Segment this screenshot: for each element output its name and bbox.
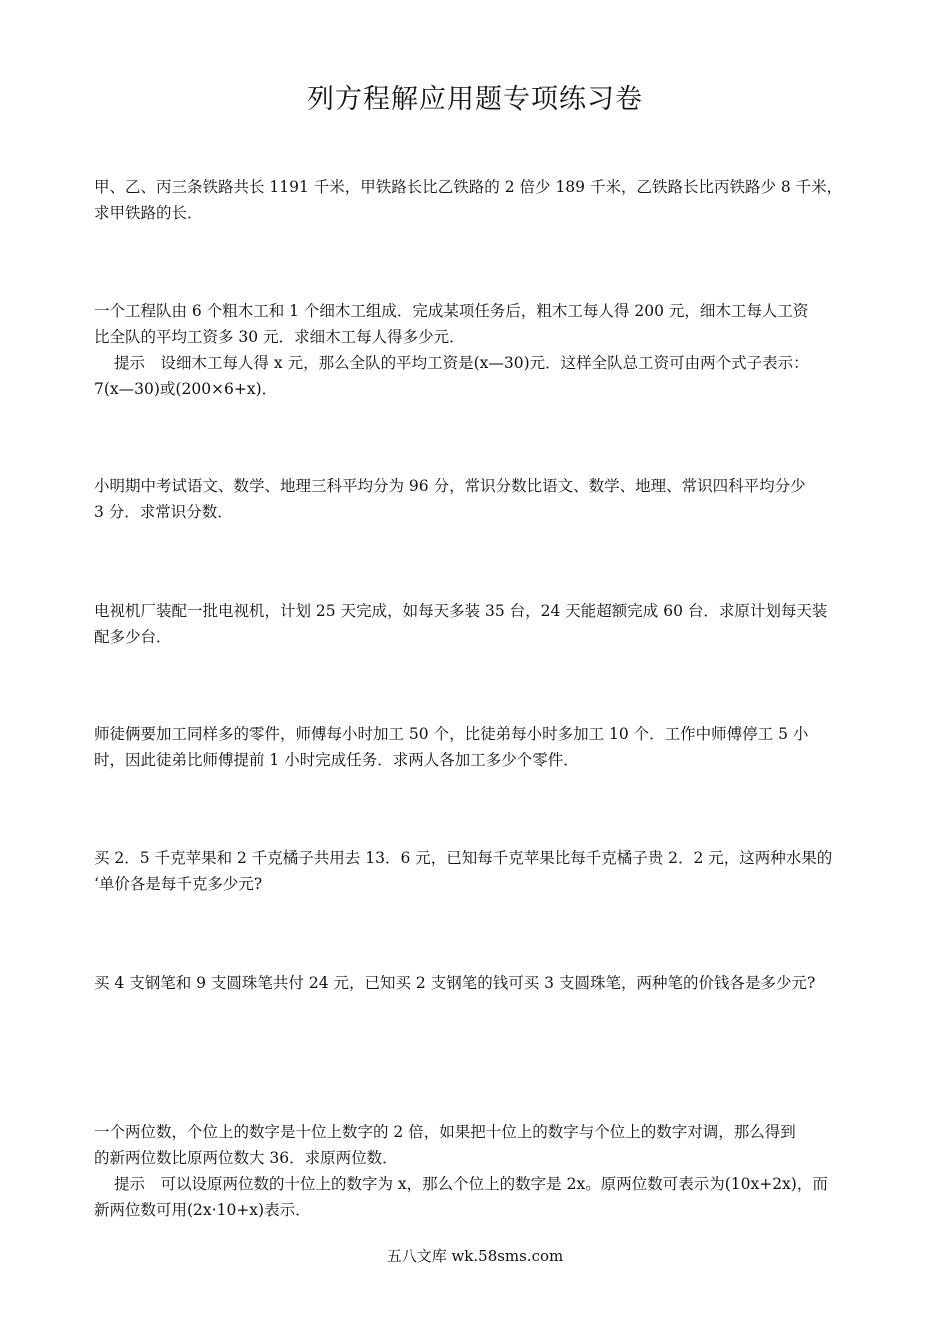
hint-text: 提示 可以设原两位数的十位上的数字为 x，那么个位上的数字是 2x。原两位数可表示为(10x+2x)，而	[114, 1175, 828, 1193]
problem-line: 甲、乙、丙三条铁路共长 1191 千米，甲铁路长比乙铁路的 2 倍少 189 千米，乙铁路长比丙铁路少 8 千米，	[94, 178, 843, 196]
hint-line	[94, 350, 864, 376]
problem-line: 求甲铁路的长．	[94, 204, 203, 222]
problem-line: 配多少台．	[94, 628, 172, 646]
problem-line: 比全队的平均工资多 30 元．求细木工每人得多少元．	[94, 328, 465, 346]
problem-6	[94, 845, 864, 897]
problem-line: 一个工程队由 6 个粗木工和 1 个细木工组成．完成某项任务后，粗木工每人得 200 元，细木工每人工资	[94, 302, 809, 320]
problem-2	[94, 298, 864, 402]
problem-line: 师徒俩要加工同样多的零件，师傅每小时加工 50 个，比徒弟每小时多加工 10 个．工作中师傅停工 5 小	[94, 725, 809, 743]
problem-line: 买 2．5 千克苹果和 2 千克橘子共用去 13．6 元，已知每千克苹果比每千克橘子贵 2．2 元，这两种水果的	[94, 849, 833, 867]
problem-1	[94, 174, 864, 226]
problem-7	[94, 970, 864, 996]
problem-4	[94, 598, 864, 650]
hint-line	[94, 1171, 864, 1197]
problem-line: 买 4 支钢笔和 9 支圆珠笔共付 24 元，已知买 2 支钢笔的钱可买 3 支圆珠笔，两种笔的价钱各是多少元?	[94, 974, 816, 992]
problem-line: 小明期中考试语文、数学、地理三科平均分为 96 分，常识分数比语文、数学、地理、常识四科平均分少	[94, 477, 806, 495]
hint-text: 提示 设细木工每人得 x 元，那么全队的平均工资是(x—30)元．这样全队总工资可由两个式子表示：	[114, 354, 809, 372]
problem-5	[94, 721, 864, 773]
hint-line: 新两位数可用(2x·10+x)表示．	[94, 1201, 311, 1219]
problem-line: 时，因此徒弟比师傅提前 1 小时完成任务．求两人各加工多少个零件．	[94, 751, 579, 769]
problem-3	[94, 473, 864, 525]
problem-line: 3 分．求常识分数．	[94, 503, 233, 521]
hint-line: 7(x—30)或(200×6+x)．	[94, 380, 278, 398]
problem-8	[94, 1119, 864, 1223]
footer-watermark: 五八文库 wk.58sms.com	[386, 1247, 564, 1265]
problem-line: 一个两位数，个位上的数字是十位上数字的 2 倍，如果把十位上的数字与个位上的数字对调，那么得到	[94, 1123, 796, 1141]
problem-line: 电视机厂装配一批电视机，计划 25 天完成，如每天多装 35 台，24 天能超额完成 60 台．求原计划每天装	[94, 602, 828, 620]
problem-line: ‘单价各是每千克多少元?	[94, 875, 263, 893]
page-title: 列方程解应用题专项练习卷	[307, 84, 643, 115]
problem-line: 的新两位数比原两位数大 36．求原两位数．	[94, 1149, 398, 1167]
